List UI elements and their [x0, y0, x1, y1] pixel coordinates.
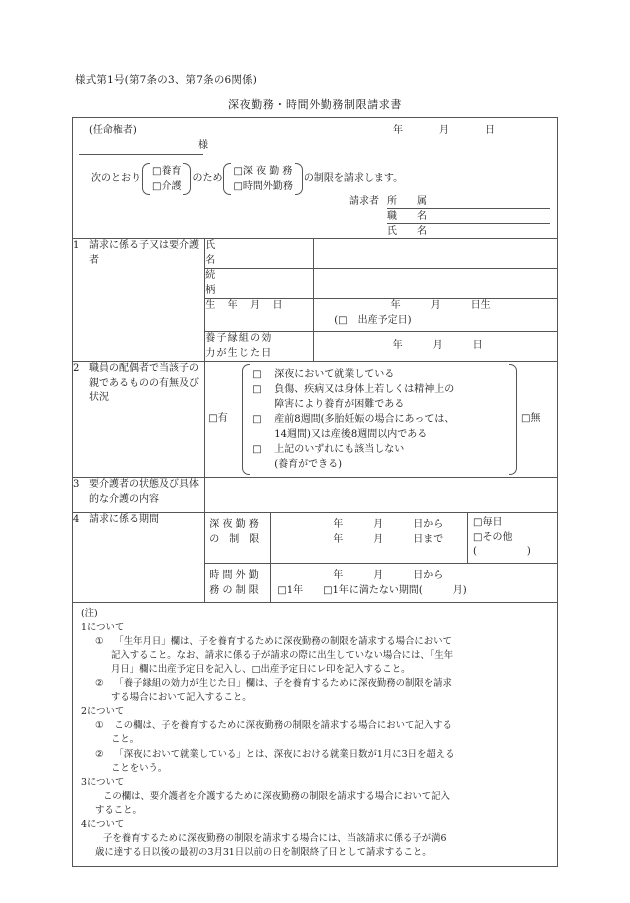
notes-about-2: 2について: [81, 706, 125, 718]
request-form-table: [72, 117, 558, 867]
note-text: 「深夜において就業している」とは、深夜における就業日数が1月に3日を超える: [114, 748, 455, 760]
brace-left-icon: [242, 364, 250, 475]
section4-overtime-label-line1: 時 間 外 勤: [209, 569, 259, 581]
section4-label-cell: [73, 513, 205, 603]
section2-no-checkbox[interactable]: □無: [521, 413, 541, 425]
section1-name-label-text: 氏 名: [205, 240, 314, 266]
section4-overtime-label: [205, 564, 271, 602]
brace-right-icon: [509, 364, 517, 475]
section3-label-cell: [73, 478, 205, 513]
requester-affiliation-label: 所 属: [387, 195, 432, 207]
section2-condition-text: 上記のいずれにも該当しない: [274, 444, 405, 455]
section2-condition-item[interactable]: [252, 382, 507, 397]
restriction-option-nightwork[interactable]: □深 夜 勤 務: [233, 166, 293, 177]
header-block: [73, 118, 557, 238]
section1-adoption-label-text: 養子縁組の効力が生じた日: [205, 333, 273, 359]
section1-birthdate-value[interactable]: [314, 299, 558, 332]
section2-condition-text-cont: 14週間)又は産後8週間以内である: [274, 429, 428, 440]
section2-condition-item[interactable]: [252, 412, 507, 427]
section2-condition-text: 負傷、疾病又は身体上若しくは精神上の: [274, 384, 455, 395]
note-marker: ②: [95, 678, 104, 690]
section2-yes-checkbox[interactable]: □有: [208, 413, 228, 425]
brace-right-icon: [183, 163, 191, 195]
section1-duedate-checkbox[interactable]: (□ 出産予定日): [334, 314, 412, 326]
date-month-label: 月: [439, 125, 449, 136]
section2-condition-text-cont: 障害により養育が困難である: [274, 399, 405, 410]
section4-row-night: [73, 513, 558, 564]
date-year-label: 年: [393, 125, 403, 136]
section4-overtime-period[interactable]: [271, 564, 557, 602]
section2-label-cell: [73, 362, 205, 478]
section2-condition-text: 深夜において就業している: [274, 369, 395, 380]
section2-content-cell: [205, 362, 558, 478]
note-marker: ②: [95, 748, 104, 760]
notes-block: [73, 603, 557, 867]
appointer-name-blank[interactable]: [79, 139, 203, 155]
notes-row: [73, 602, 558, 867]
brace-left-icon: [142, 163, 150, 195]
section3-value[interactable]: [205, 478, 558, 513]
section1-relation-label: [205, 269, 314, 299]
note-text: この欄は、要介護者を介護するために深夜勤務の制限を請求する場合において記入: [103, 790, 450, 802]
section4-option-everyday[interactable]: □毎日: [473, 517, 503, 528]
section2-row: [73, 362, 558, 478]
section4-night-frequency-options: [467, 513, 557, 563]
checkbox-icon[interactable]: □: [252, 369, 262, 380]
section2-number: 2: [73, 363, 80, 374]
section1-number: 1: [73, 240, 80, 251]
note-text-cont: 月日」欄に出産予定日を記入し、□出産予定日にレ印を記入すること。: [111, 663, 411, 675]
request-sentence: [91, 163, 403, 195]
requester-jobtitle-label: 職 名: [387, 210, 432, 222]
brace-left-icon: [223, 163, 231, 195]
section3-number: 3: [73, 479, 80, 490]
brace-right-icon: [295, 163, 303, 195]
for-the-purpose-label: のため: [192, 172, 223, 184]
restriction-option-overtime[interactable]: □時間外勤務: [233, 181, 293, 192]
note-text-cont: 記入すること。なお、請求に係る子が請求の際に出生していない場合には、「生年: [111, 649, 454, 661]
note-text-cont: すること。: [95, 805, 142, 817]
restriction-brace-group: [223, 163, 302, 195]
section1-adoption-date-line: 年 月 日: [392, 340, 483, 351]
section2-condition-list: [250, 364, 509, 475]
section4-night-to: 年 月 日まで: [333, 534, 444, 545]
header-date: [393, 124, 495, 139]
section2-condition-item[interactable]: [252, 442, 507, 457]
date-day-label: 日: [485, 125, 495, 136]
appointer-label: (任命権者): [89, 125, 137, 136]
section4-night-label-line1: 深 夜 勤 務: [209, 519, 259, 530]
section4-overtime-row: [205, 564, 557, 602]
note-text: 「生年月日」欄は、子を養育するために深夜勤務の制限を請求する場合において: [114, 635, 452, 647]
notes-about-1: 1について: [81, 621, 125, 633]
section1-row-name: [73, 239, 558, 269]
section1-relation-label-text: 続 柄: [205, 270, 314, 296]
sentence-tail: の制限を請求します。: [303, 172, 404, 184]
section1-relation-value[interactable]: [314, 269, 558, 299]
note-text-cont: する場合において記入すること。: [111, 692, 252, 704]
section1-birthdate-label: [205, 299, 314, 332]
section4-night-label: [205, 513, 271, 563]
section2-condition-text: 産前8週間(多胎妊娠の場合にあっては、: [274, 414, 455, 425]
section2-brace-group: [242, 364, 517, 475]
note-marker: ①: [95, 720, 104, 732]
section4-number: 4: [73, 514, 80, 525]
section2-title: 職員の配偶者で当該子の親であるものの有無及び状況: [89, 363, 199, 403]
notes-heading: (注): [81, 607, 98, 619]
sentence-lead: 次のとおり: [91, 172, 141, 184]
section1-name-label: [205, 239, 314, 269]
note-item: [81, 677, 549, 691]
section1-title: 請求に係る子又は要介護者: [89, 240, 199, 266]
checkbox-icon[interactable]: □: [252, 444, 262, 455]
notes-about-3: 3について: [81, 776, 125, 788]
form-number: 様式第1号(第7条の3、第7条の6関係): [75, 74, 258, 86]
section4-option-other[interactable]: □その他: [473, 531, 513, 543]
section4-overtime-from: 年 月 日から: [333, 569, 444, 581]
requester-fields: [387, 194, 550, 239]
note-text: 「養子縁組の効力が生じた日」欄は、子を養育するために深夜勤務の制限を請求: [114, 678, 452, 690]
section1-name-value[interactable]: [314, 239, 558, 269]
reason-brace-group: [142, 163, 191, 195]
reason-option-childcare[interactable]: □養育: [152, 166, 182, 177]
note-marker: ①: [95, 635, 104, 647]
restriction-options: [231, 163, 294, 195]
note-item: [81, 748, 549, 762]
section4-night-cell: [205, 513, 558, 564]
section2-condition-text-cont: (養育ができる): [274, 459, 343, 470]
notes-cell: [73, 602, 558, 867]
section3-row: [73, 478, 558, 513]
section1-adoption-label: [205, 332, 314, 362]
notes-about-4: 4について: [81, 819, 125, 831]
section1-label-cell: [73, 239, 205, 362]
note-text-cont: こと。: [111, 734, 140, 746]
section3-title: 要介護者の状態及び具体的な介護の内容: [89, 479, 199, 505]
note-text: この欄は、子を養育するために深夜勤務の制限を請求する場合において記入する: [114, 720, 452, 732]
section1-birthdate-label-text: 生 年 月 日: [205, 300, 284, 311]
requester-name-row[interactable]: [387, 224, 550, 239]
checkbox-icon[interactable]: □: [252, 414, 262, 425]
note-item: [81, 635, 549, 649]
note-text: 子を養育するために深夜勤務の制限を請求する場合には、当該請求に係る子が満6: [103, 833, 447, 845]
note-text-cont: 歳に達する日以後の最初の3月31日以前の日を制限終了日として請求すること。: [95, 847, 432, 859]
form-header-cell: [73, 118, 558, 239]
section2-condition-item[interactable]: [252, 367, 507, 382]
section4-overtime-duration[interactable]: □1年 □1年に満たない期間( 月): [277, 584, 467, 596]
checkbox-icon[interactable]: □: [252, 384, 262, 395]
requester-label: 請求者: [349, 196, 379, 207]
note-text-cont: ことをいう。: [111, 762, 168, 774]
section4-night-from: 年 月 日から: [333, 519, 444, 530]
requester-jobtitle-row[interactable]: [387, 209, 550, 224]
requester-affiliation-row[interactable]: [387, 194, 550, 209]
section1-adoption-value[interactable]: [314, 332, 558, 362]
requester-block: [349, 194, 550, 239]
section4-night-row: [205, 513, 557, 563]
section4-option-other-input[interactable]: ( ): [473, 546, 531, 557]
reason-options: [150, 163, 183, 195]
section4-title: 請求に係る期間: [89, 514, 159, 525]
appointer-honorific: 様: [198, 140, 208, 151]
note-item: [81, 719, 549, 733]
section1-birthdate-line: 年 月 日生: [390, 300, 491, 311]
section4-night-label-line2: の 制 限: [209, 534, 260, 545]
form-title: 深夜勤務・時間外勤務制限請求書: [228, 98, 402, 111]
section4-overtime-label-line2: 務 の 制 限: [209, 584, 259, 596]
section4-night-period[interactable]: [271, 513, 467, 563]
section4-overtime-cell: [205, 563, 558, 602]
requester-name-label: 氏 名: [387, 225, 432, 237]
form-header-row: [73, 118, 558, 239]
reason-option-nursingcare[interactable]: □介護: [152, 181, 182, 192]
section2-options-block: [205, 362, 557, 477]
